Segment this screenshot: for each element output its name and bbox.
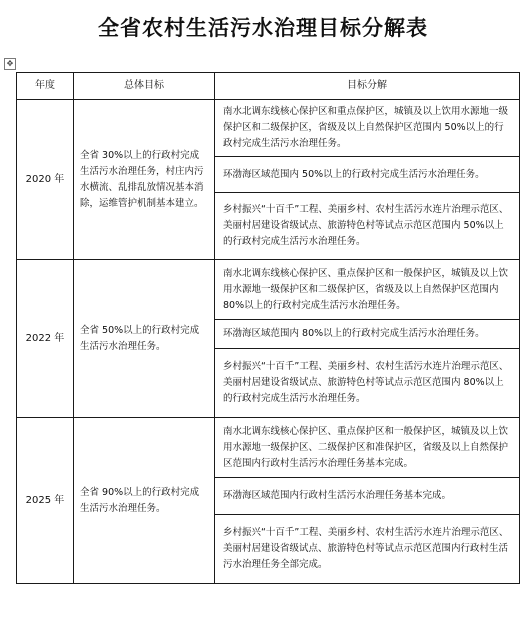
year-cell: 2022 年 xyxy=(17,260,74,418)
overall-goal-cell: 全省 50%以上的行政村完成生活污水治理任务。 xyxy=(74,260,215,418)
overall-goal-cell: 全省 30%以上的行政村完成生活污水治理任务，村庄内污水横流、乱排乱放情况基本消除，运维管护机制基本建立。 xyxy=(74,100,215,260)
target-cell: 南水北调东线核心保护区和重点保护区，城镇及以上饮用水源地一级保护区和二级保护区，省级及以上自然保护区范围内 50%以上的行政村完成生活污水治理任务。 xyxy=(215,100,520,157)
header-year: 年度 xyxy=(17,73,74,100)
target-cell: 南水北调东线核心保护区、重点保护区和一般保护区，城镇及以上饮用水源地一级保护区和二级保护区，省级及以上自然保护区范围内 80%以上的行政村完成生活污水治理任务。 xyxy=(215,260,520,320)
target-cell: 乡村振兴“十百千”工程、美丽乡村、农村生活污水连片治理示范区、美丽村居建设省级试点、旅游特色村等试点示范区范围内行政村生活污水治理任务全部完成。 xyxy=(215,515,520,584)
goals-table xyxy=(16,72,520,584)
year-cell: 2020 年 xyxy=(17,100,74,260)
target-cell: 南水北调东线核心保护区、重点保护区和一般保护区，城镇及以上饮用水源地一级保护区、二级保护区和准保护区，省级及以上自然保护区范围内行政村生活污水治理任务基本完成。 xyxy=(215,418,520,478)
target-cell: 环渤海区域范围内 80%以上的行政村完成生活污水治理任务。 xyxy=(215,320,520,349)
target-cell: 乡村振兴“十百千”工程、美丽乡村、农村生活污水连片治理示范区、美丽村居建设省级试点、旅游特色村等试点示范区范围内 50%以上的行政村完成生活污水治理任务。 xyxy=(215,193,520,260)
target-cell: 环渤海区域范围内 50%以上的行政村完成生活污水治理任务。 xyxy=(215,157,520,193)
target-cell: 环渤海区域范围内行政村生活污水治理任务基本完成。 xyxy=(215,478,520,515)
header-overall-goal: 总体目标 xyxy=(74,73,215,100)
year-cell: 2025 年 xyxy=(17,418,74,584)
overall-goal-cell: 全省 90%以上的行政村完成生活污水治理任务。 xyxy=(74,418,215,584)
table-row xyxy=(17,418,520,478)
header-goal-breakdown: 目标分解 xyxy=(215,73,520,100)
target-cell: 乡村振兴“十百千”工程、美丽乡村、农村生活污水连片治理示范区、美丽村居建设省级试点、旅游特色村等试点示范区范围内 80%以上的行政村完成生活污水治理任务。 xyxy=(215,349,520,418)
table-move-handle-icon[interactable]: ✥ xyxy=(4,58,16,70)
table-row xyxy=(17,100,520,157)
table-row xyxy=(17,260,520,320)
table-header-row xyxy=(17,73,520,100)
page-title: 全省农村生活污水治理目标分解表 xyxy=(98,16,428,40)
